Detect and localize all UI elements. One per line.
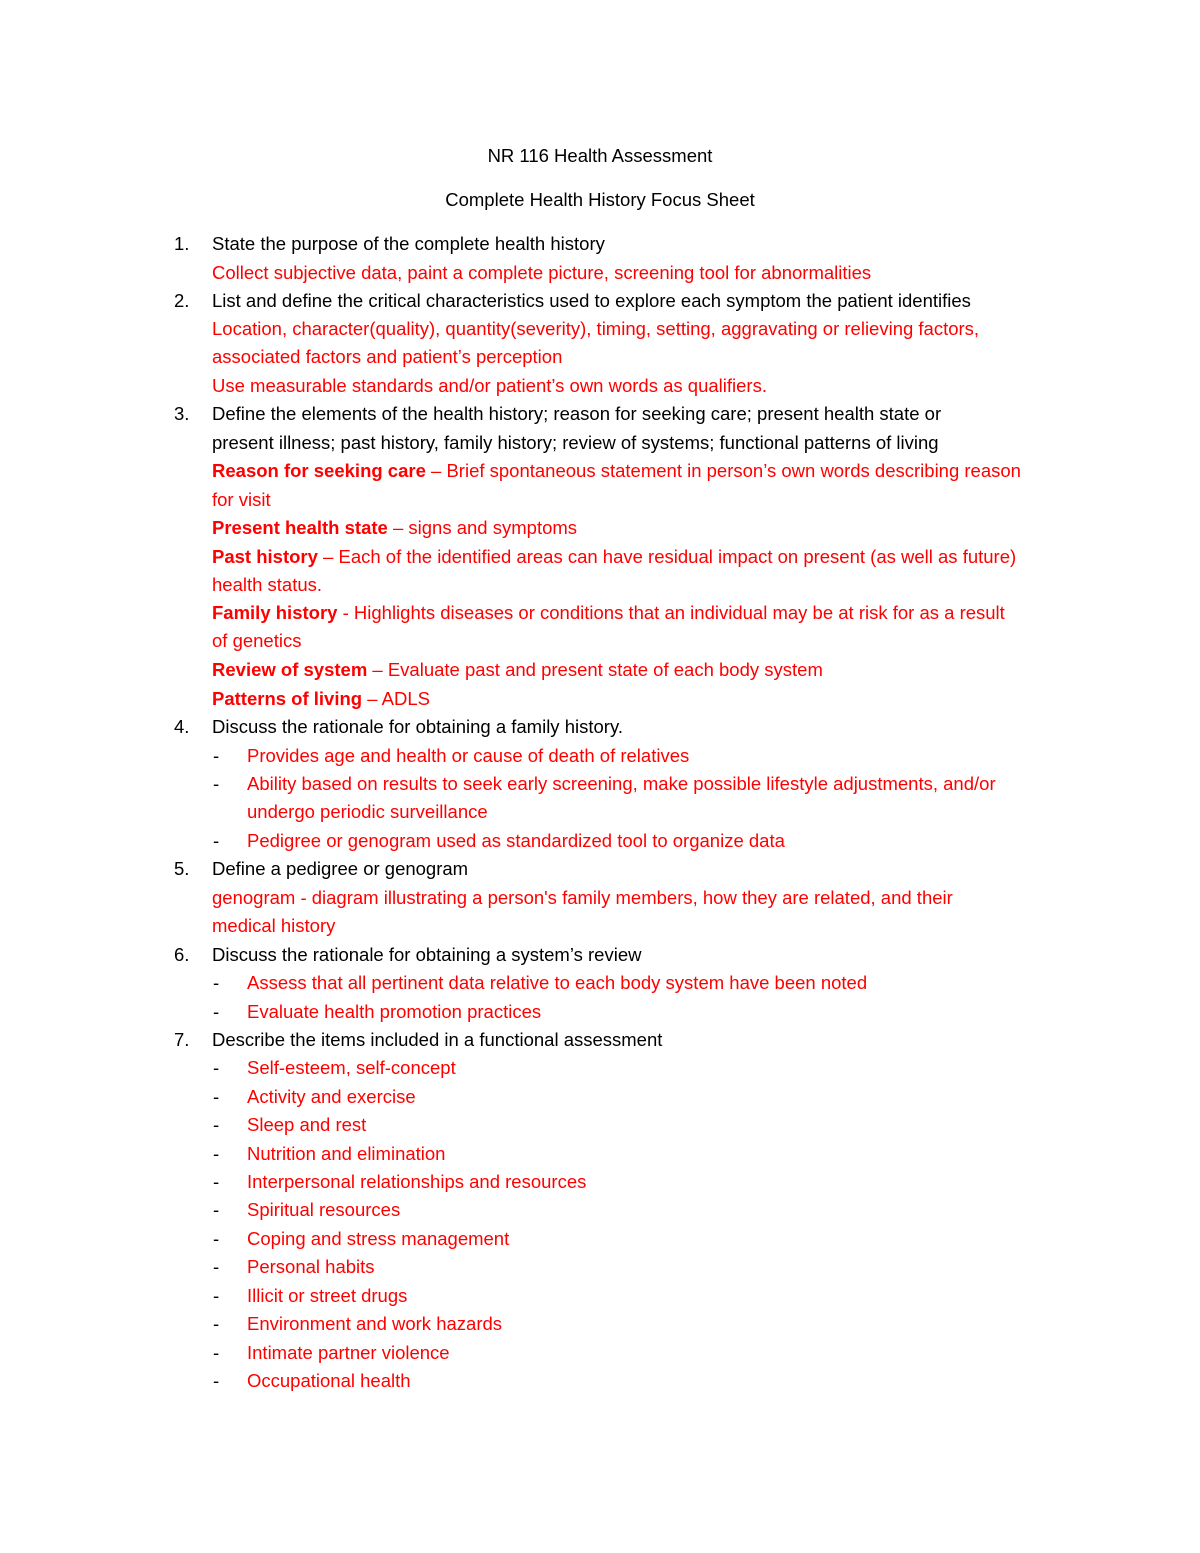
question-text: Discuss the rationale for obtaining a family history.	[212, 716, 623, 737]
definition-line	[212, 517, 577, 539]
bullet-item-continuation: undergo periodic surveillance	[247, 801, 488, 822]
definition-term: Past history	[212, 546, 318, 567]
bullet-dash: -	[213, 1370, 220, 1391]
bullet-dash: -	[213, 1285, 220, 1306]
bullet-item: Occupational health	[247, 1370, 411, 1391]
definition-line	[212, 659, 823, 681]
item-number: 1.	[174, 233, 190, 254]
question-text: Describe the items included in a functional assessment	[212, 1029, 663, 1050]
bullet-dash: -	[213, 1001, 220, 1022]
definition-text: Highlights diseases or conditions that an individual may be at risk for as a result	[353, 602, 1005, 623]
bullet-item: Provides age and health or cause of death of relatives	[247, 745, 690, 766]
document-subtitle: Complete Health History Focus Sheet	[445, 189, 755, 210]
bullet-item: Interpersonal relationships and resources	[247, 1171, 587, 1192]
definition-text: ADLS	[381, 688, 430, 709]
definition-term: Family history	[212, 602, 338, 623]
definition-text: Each of the identified areas can have residual impact on present (as well as future)	[338, 546, 1017, 567]
definition-separator: –	[367, 659, 388, 680]
bullet-dash: -	[213, 830, 220, 851]
bullet-dash: -	[213, 1313, 220, 1334]
bullet-item: Assess that all pertinent data relative to each body system have been noted	[247, 972, 868, 993]
definition-text: signs and symptoms	[408, 517, 578, 538]
question-text: Define a pedigree or genogram	[212, 858, 469, 879]
answer-text: Use measurable standards and/or patient’s own words as qualifiers.	[212, 375, 767, 396]
answer-text: medical history	[212, 915, 336, 936]
definition-continuation: health status.	[212, 574, 323, 595]
definition-separator: –	[362, 688, 382, 709]
item-number: 6.	[174, 944, 190, 965]
answer-text: genogram - diagram illustrating a person's family members, how they are related, and their	[212, 887, 953, 908]
bullet-item: Activity and exercise	[247, 1086, 416, 1107]
definition-term: Patterns of living	[212, 688, 363, 709]
bullet-dash: -	[213, 1114, 220, 1135]
question-text: List and define the critical characteristics used to explore each symptom the patient identifies	[212, 290, 971, 311]
question-text: Define the elements of the health history; reason for seeking care; present health state or	[212, 403, 942, 424]
definition-continuation: of genetics	[212, 630, 302, 651]
definition-text: Evaluate past and present state of each body system	[387, 659, 823, 680]
bullet-dash: -	[213, 1199, 220, 1220]
bullet-item: Coping and stress management	[247, 1228, 510, 1249]
bullet-dash: -	[213, 1171, 220, 1192]
definition-separator: –	[317, 546, 339, 567]
bullet-dash: -	[213, 745, 220, 766]
question-text: Discuss the rationale for obtaining a system’s review	[212, 944, 642, 965]
definition-text: Brief spontaneous statement in person’s own words describing reason	[446, 460, 1021, 481]
question-text: present illness; past history, family history; review of systems; functional patterns of living	[212, 432, 939, 453]
bullet-item: Evaluate health promotion practices	[247, 1001, 542, 1022]
item-number: 4.	[174, 716, 190, 737]
bullet-item: Nutrition and elimination	[247, 1143, 446, 1164]
definition-line	[212, 688, 430, 710]
item-number: 2.	[174, 290, 190, 311]
bullet-dash: -	[213, 972, 220, 993]
bullet-dash: -	[213, 1342, 220, 1363]
bullet-item: Spiritual resources	[247, 1199, 401, 1220]
item-number: 5.	[174, 858, 190, 879]
definition-term: Present health state	[212, 517, 388, 538]
bullet-item: Illicit or street drugs	[247, 1285, 408, 1306]
question-text: State the purpose of the complete health history	[212, 233, 605, 254]
definition-line	[212, 546, 1016, 568]
definition-continuation: for visit	[212, 489, 271, 510]
answer-text: Location, character(quality), quantity(severity), timing, setting, aggravating or relieving factors,	[212, 318, 980, 339]
item-number: 3.	[174, 403, 190, 424]
bullet-dash: -	[213, 1086, 220, 1107]
bullet-item: Ability based on results to seek early screening, make possible lifestyle adjustments, and/or	[247, 773, 996, 794]
bullet-dash: -	[213, 773, 220, 794]
definition-term: Review of system	[212, 659, 368, 680]
definition-line	[212, 460, 1021, 482]
item-number: 7.	[174, 1029, 190, 1050]
bullet-item: Pedigree or genogram used as standardized tool to organize data	[247, 830, 785, 851]
definition-separator: –	[425, 460, 447, 481]
definition-separator: –	[387, 517, 409, 538]
document-title: NR 116 Health Assessment	[487, 145, 713, 166]
bullet-item: Self-esteem, self-concept	[247, 1057, 456, 1078]
bullet-dash: -	[213, 1256, 220, 1277]
bullet-item: Environment and work hazards	[247, 1313, 503, 1334]
bullet-dash: -	[213, 1057, 220, 1078]
definition-term: Reason for seeking care	[212, 460, 426, 481]
bullet-item: Personal habits	[247, 1256, 375, 1277]
bullet-item: Intimate partner violence	[247, 1342, 450, 1363]
bullet-dash: -	[213, 1228, 220, 1249]
answer-text: Collect subjective data, paint a complete picture, screening tool for abnormalities	[212, 262, 872, 283]
definition-line	[212, 602, 1005, 624]
bullet-dash: -	[213, 1143, 220, 1164]
answer-text: associated factors and patient’s perception	[212, 346, 563, 367]
bullet-item: Sleep and rest	[247, 1114, 367, 1135]
definition-separator: -	[337, 602, 354, 623]
